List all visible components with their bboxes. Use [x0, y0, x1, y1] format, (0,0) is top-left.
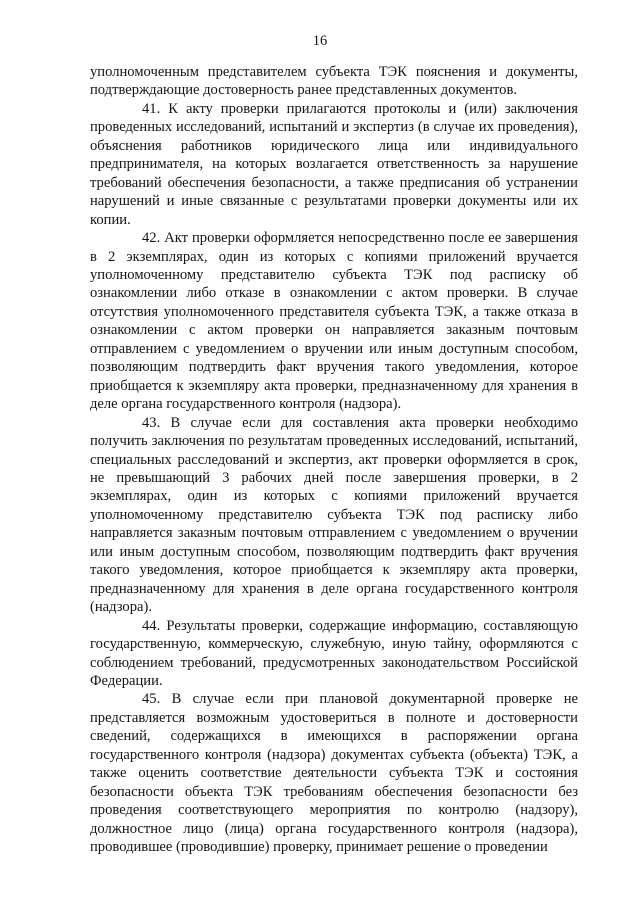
paragraph-42: 42. Акт проверки оформляется непосредственно после ее завершения в 2 экземплярах, один из которых с копиями приложений вручается уполномоченному представителю субъекта ТЭК под расписку об ознакомлении либо отказе в ознакомлении с актом проверки. В случае отсутствия уполномоченного представителя субъекта ТЭК, а также отказа в ознакомлении с актом проверки он направляется заказным почтовым отправлением с уведомлением о вручении или иным доступным способом, позволяющим подтвердить факт вручения такого уведомления, которое приобщается к экземпляру акта проверки, предназначенному для хранения в деле органа государственного контроля (надзора).	[90, 230, 578, 413]
document-body	[90, 63, 578, 856]
paragraph-41: 41. К акту проверки прилагаются протоколы и (или) заключения проведенных исследований, испытаний и экспертиз (в случае их проведения), объяснения работников юридического лица или индивидуального предпринимателя, на которых возлагается ответственность за нарушение требований обеспечения безопасности, а также предписания об устранении нарушений и иные связанные с результатами проверки документы или их копии.	[90, 100, 578, 228]
page-number: 16	[312, 33, 328, 49]
paragraph-43: 43. В случае если для составления акта проверки необходимо получить заключения по результатам проведенных исследований, испытаний, специальных расследований и экспертиз, акт проверки оформляется в срок, не превышающий 3 рабочих дней после завершения проверки, в 2 экземплярах, один из которых с копиями приложений вручается уполномоченному представителю субъекта ТЭК под расписку либо направляется заказным почтовым отправлением с уведомлением о вручении или иным доступным способом, позволяющим подтвердить факт вручения такого уведомления, которое приобщается к экземпляру акта проверки, предназначенному для хранения в деле органа государственного контроля (надзора).	[90, 414, 578, 616]
paragraph-continuation: уполномоченным представителем субъекта ТЭК пояснения и документы, подтверждающие достоверность ранее представленных документов.	[90, 64, 578, 99]
paragraph-45: 45. В случае если при плановой документарной проверке не представляется возможным удостовериться в полноте и достоверности сведений, содержащихся в имеющихся в распоряжении органа государственного контроля (надзора) документах субъекта (объекта) ТЭК, а также оценить соответствие деятельности субъекта ТЭК и состояния безопасности объекта ТЭК требованиям обеспечения безопасности без проведения соответствующего мероприятия по контролю (надзору), должностное лицо (лица) органа государственного контроля (надзора), проводившее (проводившие) проверку, принимает решение о проведении	[90, 691, 578, 856]
paragraph-44: 44. Результаты проверки, содержащие информацию, составляющую государственную, коммерческую, служебную, иную тайну, оформляются с соблюдением требований, предусмотренных законодательством Российской Федерации.	[90, 617, 578, 689]
